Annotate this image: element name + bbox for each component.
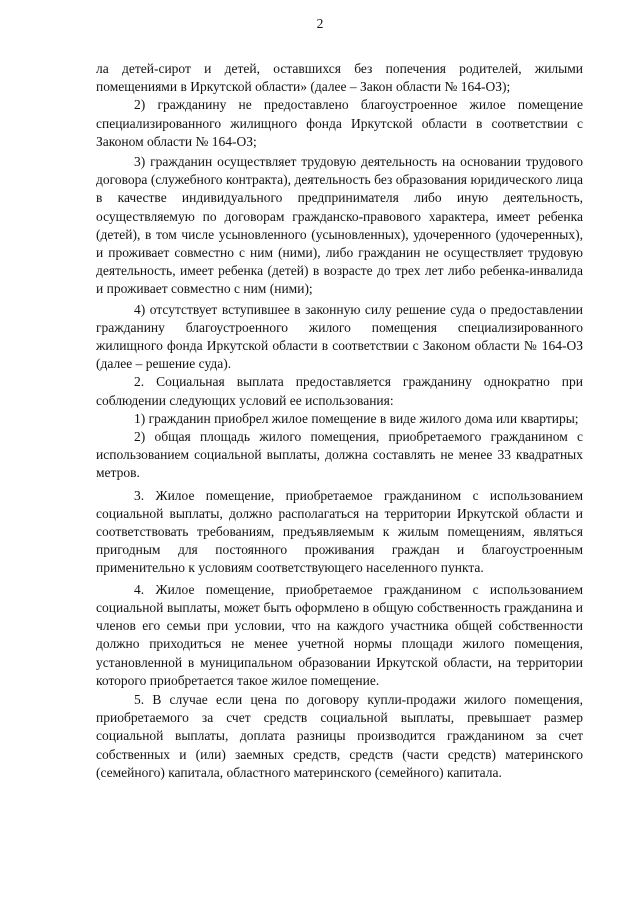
- document-body: [96, 60, 583, 782]
- paragraph-continuation: ла детей-сирот и детей, оставшихся без попечения родителей, жилыми помещениями в Иркутской области» (далее – Закон области № 164-ОЗ);: [96, 61, 583, 95]
- paragraph-section-2: 2. Социальная выплата предоставляется гражданину однократно при соблюдении следующих условий ее использования:: [96, 374, 583, 408]
- paragraph-section-5: 5. В случае если цена по договору купли-продажи жилого помещения, приобретаемого за счет средств социальной выплаты, превышает размер социальной выплаты, доплата разницы производится гражданином за счет собственных и (или) заемных средств, средств (части средств) материнского (семейного) капитала, областного материнского (семейного) капитала.: [96, 691, 583, 780]
- paragraph-usage-condition-2: 2) общая площадь жилого помещения, приобретаемого гражданином с использованием социальной выплаты, должна составлять не менее 33 квадратных метров.: [96, 429, 583, 481]
- paragraph-section-3: 3. Жилое помещение, приобретаемое гражданином с использованием социальной выплаты, должно располагаться на территории Иркутской области и соответствовать требованиям, предъявляемым к жилым помещениям, являться пригодным для постоянного проживания граждан и благоустроенным применительно к условиям соответствующего населенного пункта.: [96, 487, 583, 576]
- paragraph-condition-2: 2) гражданину не предоставлено благоустроенное жилое помещение специализированного жилищного фонда Иркутской области в соответствии с Законом области № 164-ОЗ;: [96, 97, 583, 149]
- page-number: 2: [316, 16, 324, 31]
- paragraph-usage-condition-1: 1) гражданин приобрел жилое помещение в виде жилого дома или квартиры;: [134, 410, 579, 426]
- paragraph-condition-4: 4) отсутствует вступившее в законную силу решение суда о предоставлении гражданину благоустроенного жилого помещения специализированного жилищного фонда Иркутской области в соответствии с Законом области № 164-ОЗ (далее – решение суда).: [96, 301, 583, 372]
- paragraph-condition-3: 3) гражданин осуществляет трудовую деятельность на основании трудового договора (служебного контракта), деятельность без образования юридического лица в качестве индивидуального предпринимателя либо иную деятельность, осуществляемую по договорам гражданско-правового характера, имеет ребенка (детей), в том числе усыновленного (усыновленных), удочеренного (удочеренных), и проживает совместно с ним (ними), либо гражданин не осуществляет трудовую деятельность, имеет ребенка (детей) в возрасте до трех лет либо ребенка-инвалида и проживает совместно с ним (ними);: [96, 154, 583, 297]
- paragraph-section-4: 4. Жилое помещение, приобретаемое гражданином с использованием социальной выплаты, может быть оформлено в общую собственность гражданина и членов его семьи при условии, что на каждого участника общей собственности должно приходиться не менее учетной нормы площади жилого помещения, установленной в муниципальном образовании Иркутской области, на территории которого приобретается такое жилое помещение.: [96, 581, 583, 688]
